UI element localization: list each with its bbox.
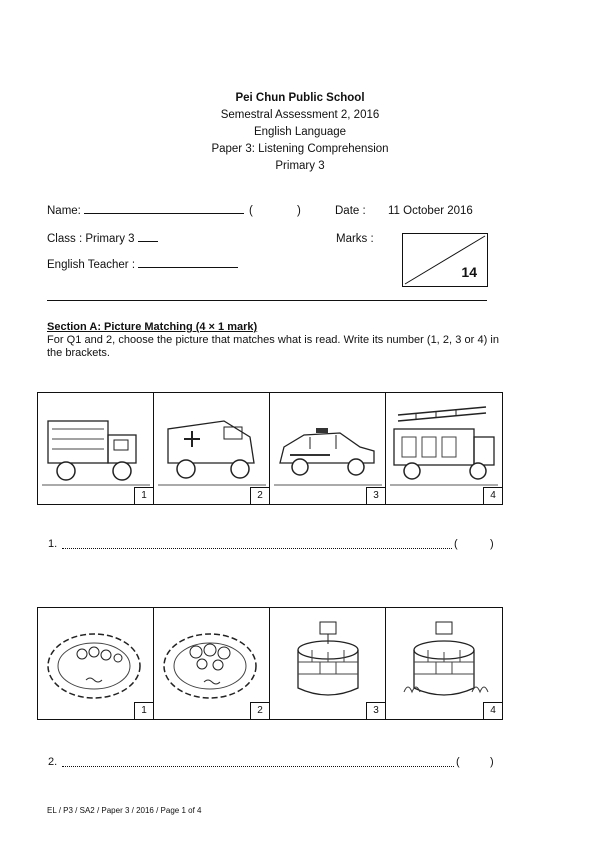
page-footer: EL / P3 / SA2 / Paper 3 / 2016 / Page 1 of 4	[47, 806, 202, 815]
date-value: 11 October 2016	[388, 205, 473, 217]
option-number: 1	[134, 702, 153, 719]
teacher-field[interactable]	[47, 259, 238, 271]
document-header	[0, 92, 600, 177]
q1-answer-line[interactable]	[48, 538, 57, 550]
subject-title: English Language	[253, 126, 347, 138]
q2-option-2[interactable]	[154, 608, 270, 719]
question-number: 2.	[48, 756, 58, 768]
q2-option-1[interactable]	[38, 608, 154, 719]
class-field[interactable]	[47, 233, 158, 245]
section-title: Section A: Picture Matching (4 × 1 mark)	[47, 321, 258, 333]
class-label: Class : Primary 3	[47, 233, 135, 245]
q1-option-3[interactable]	[270, 393, 386, 504]
option-number: 1	[134, 487, 153, 504]
teacher-blank[interactable]	[138, 267, 238, 268]
q1-answer-close: )	[490, 538, 494, 550]
q2-answer-line[interactable]	[48, 756, 57, 768]
date-label: Date :	[335, 205, 366, 217]
assessment-title: Semestral Assessment 2, 2016	[220, 109, 380, 121]
marks-label: Marks :	[336, 233, 374, 245]
paper-title: Paper 3: Listening Comprehension	[211, 143, 389, 155]
marks-total: 14	[461, 264, 477, 280]
q2-answer-close: )	[490, 756, 494, 768]
q1-answer-open: (	[454, 538, 458, 550]
level-title: Primary 3	[275, 160, 325, 172]
class-blank[interactable]	[138, 241, 158, 242]
q2-answer-open: (	[456, 756, 460, 768]
q1-picture-strip	[37, 392, 503, 505]
q2-option-4[interactable]	[386, 608, 502, 719]
option-number: 4	[483, 702, 502, 719]
header-divider	[47, 300, 487, 301]
register-number-close: )	[297, 205, 301, 217]
option-number: 2	[250, 487, 269, 504]
marks-box	[402, 233, 488, 287]
register-number-open: (	[249, 205, 253, 217]
name-label: Name:	[47, 205, 81, 217]
q2-option-3[interactable]	[270, 608, 386, 719]
section-instruction: For Q1 and 2, choose the picture that matches what is read. Write its number (1, 2, 3 or 4) in the brackets.	[47, 334, 499, 359]
q2-dotted-line	[62, 766, 454, 767]
name-blank[interactable]	[84, 213, 244, 214]
q1-dotted-line	[62, 548, 452, 549]
name-field[interactable]	[47, 205, 244, 217]
option-number: 3	[366, 487, 385, 504]
q1-option-1[interactable]	[38, 393, 154, 504]
q1-option-2[interactable]	[154, 393, 270, 504]
q1-option-4[interactable]	[386, 393, 502, 504]
option-number: 2	[250, 702, 269, 719]
option-number: 3	[366, 702, 385, 719]
question-number: 1.	[48, 538, 58, 550]
school-name: Pei Chun Public School	[235, 92, 365, 104]
teacher-label: English Teacher :	[47, 259, 136, 271]
option-number: 4	[483, 487, 502, 504]
q2-picture-strip	[37, 607, 503, 720]
